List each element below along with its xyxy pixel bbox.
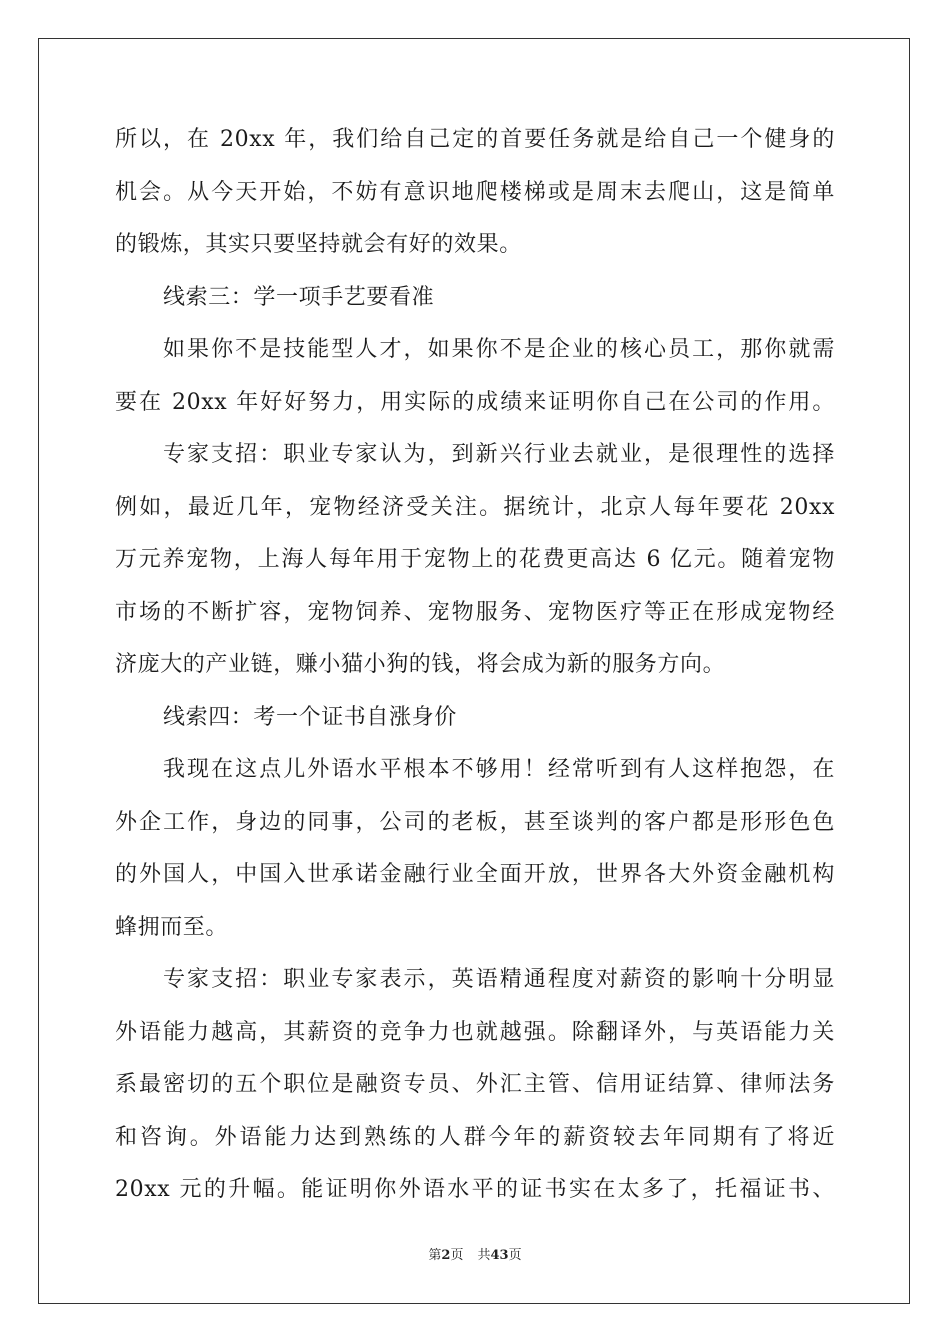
text-line: 我现在这点儿外语水平根本不够用！经常听到有人这样抱怨，在 [163, 757, 835, 782]
text-line: 系最密切的五个职位是融资专员、外汇主管、信用证结算、律师法务 [115, 1072, 835, 1097]
text-line: 万元养宠物，上海人每年用于宠物上的花费更高达 6 亿元。随着宠物 [115, 547, 835, 572]
text-line: 例如，最近几年，宠物经济受关注。据统计，北京人每年要花 20xx [115, 494, 835, 520]
text-line: 和咨询。外语能力达到熟练的人群今年的薪资较去年同期有了将近 [115, 1124, 835, 1150]
text-line: 市场的不断扩容，宠物饲养、宠物服务、宠物医疗等正在形成宠物经 [115, 599, 835, 625]
text-line: 线索三：学一项手艺要看准 [163, 284, 435, 310]
text-line: 济庞大的产业链，赚小猫小狗的钱，将会成为新的服务方向。 [115, 652, 726, 677]
text-line: 所以，在 20xx 年，我们给自己定的首要任务就是给自己一个健身的 [115, 127, 835, 152]
footer-page-suffix: 页 [450, 1248, 464, 1263]
text-line: 机会。从今天开始，不妨有意识地爬楼梯或是周末去爬山，这是简单 [115, 179, 835, 205]
footer-total-suffix: 页 [508, 1248, 522, 1263]
text-line: 线索四：考一个证书自涨身价 [163, 704, 457, 730]
footer-total-pages: 43 [490, 1248, 509, 1263]
text-line: 的锻炼，其实只要坚持就会有好的效果。 [115, 232, 522, 257]
text-line: 20xx 元的升幅。能证明你外语水平的证书实在太多了，托福证书、 [115, 1177, 835, 1202]
text-line: 专家支招：职业专家表示，英语精通程度对薪资的影响十分明显 [163, 967, 835, 992]
footer-page-prefix: 第 [428, 1248, 442, 1263]
footer-page-number: 2 [441, 1248, 451, 1263]
text-line: 外企工作，身边的同事，公司的老板，甚至谈判的客户都是形形色色 [115, 809, 835, 835]
text-line: 的外国人，中国入世承诺金融行业全面开放，世界各大外资金融机构 [115, 862, 835, 887]
text-line: 外语能力越高，其薪资的竞争力也就越强。除翻译外，与英语能力关 [115, 1019, 835, 1045]
text-line: 专家支招：职业专家认为，到新兴行业去就业，是很理性的选择 [163, 442, 835, 467]
text-line: 要在 20xx 年好好努力，用实际的成绩来证明你自己在公司的作用。 [115, 389, 835, 415]
text-line: 如果你不是技能型人才，如果你不是企业的核心员工，那你就需 [163, 337, 835, 362]
document-body [115, 127, 835, 1230]
footer-total-prefix: 共 [477, 1248, 491, 1263]
text-line: 蜂拥而至。 [115, 914, 229, 940]
page-footer [0, 1248, 950, 1264]
